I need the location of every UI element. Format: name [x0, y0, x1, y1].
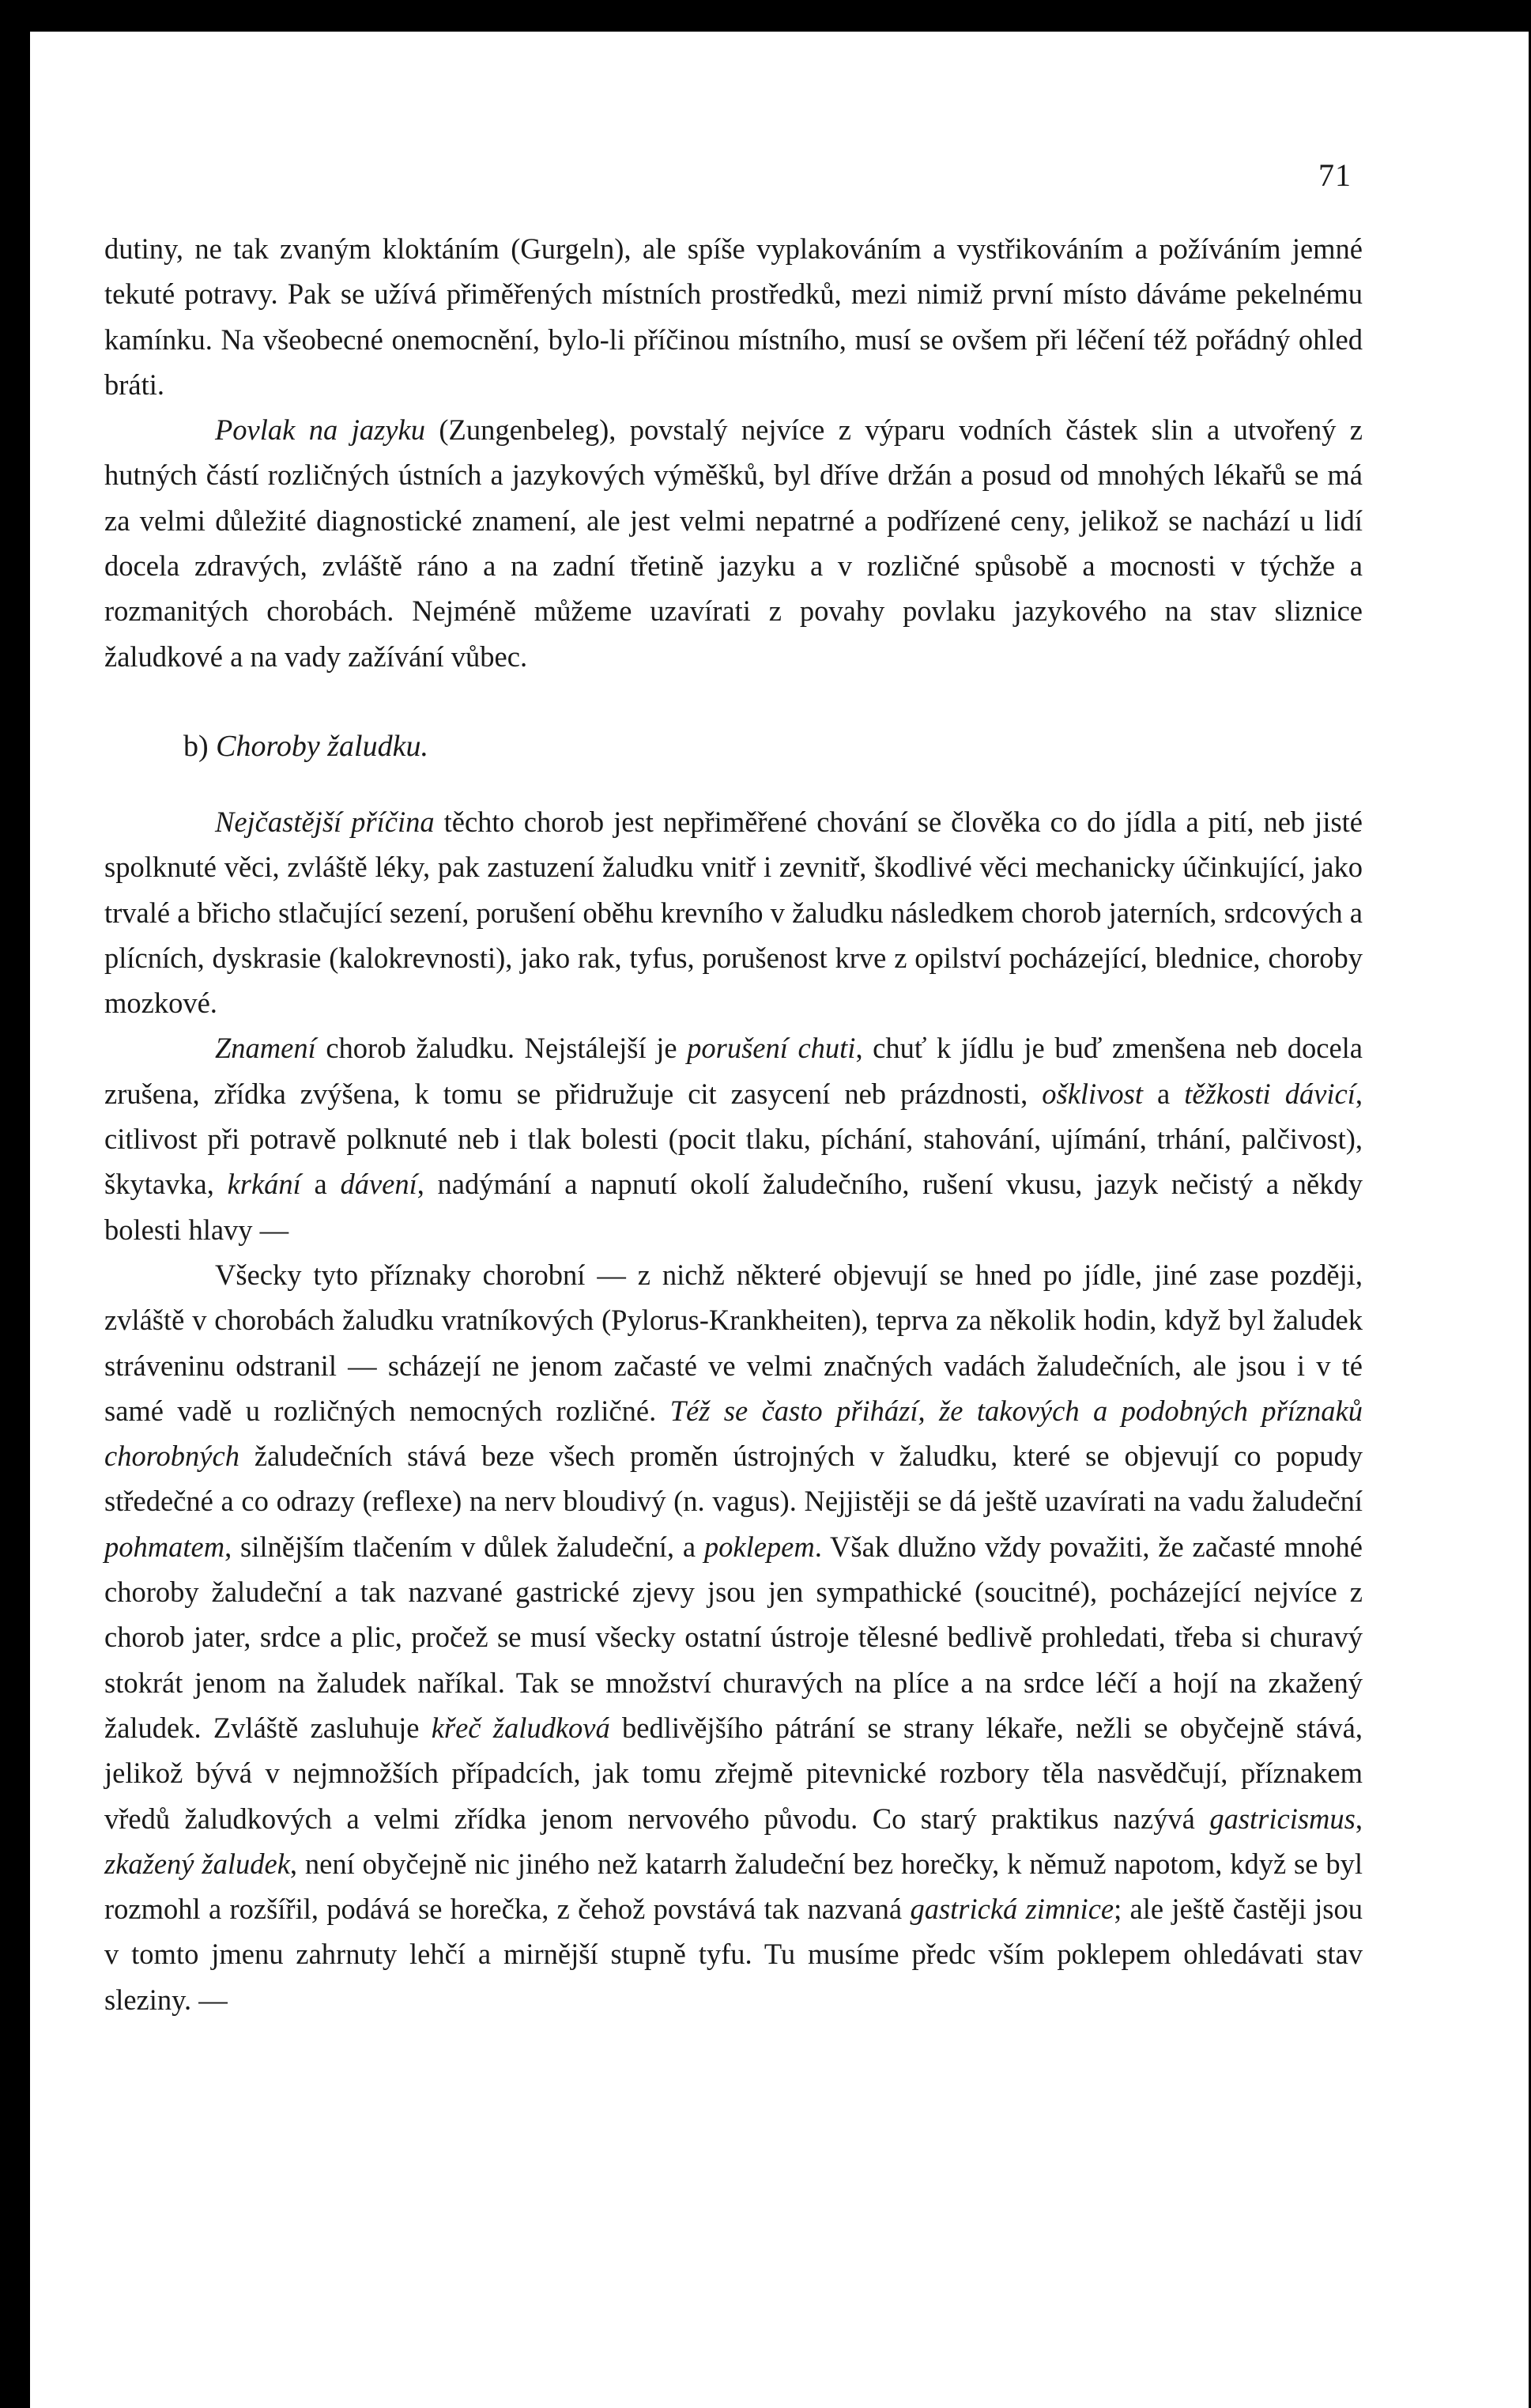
- paragraph-text: , silnějším tlačením v důlek žaludeční, a: [224, 1530, 704, 1563]
- italic-term: Nejčastější příčina: [215, 805, 435, 838]
- page-number: 71: [1318, 157, 1352, 193]
- paragraph-text: a: [300, 1168, 341, 1201]
- italic-term: porušení chuti: [687, 1032, 856, 1065]
- paragraph-symptoms: [104, 1025, 1363, 1251]
- paragraph-text: (Zungenbeleg), povstalý nejvíce z výparu vodních částek slin a utvořený z hutných částí rozličných ústních a jazykových výměšků, byl dříve držán a posud od mnohých lékařů se má za velmi důležité diagnostické znamení, ale jest velmi nepatrné a podřízené ceny, jelikož se nachází u lidí docela zdravých, zvláště ráno a na zadní třetině jazyku a v rozličné spůsobě a mocnosti v týchže a rozmanitých chorobách. Nejméně můžeme uzavírati z povahy povlaku jazykového na stav sliznice žaludkové a na vady zažívání vůbec.: [104, 413, 1363, 673]
- section-heading-prefix: b): [183, 729, 217, 763]
- paragraph-text: chorob žaludku. Nejstálejší je: [315, 1032, 688, 1065]
- paragraph-text: Všecky tyto příznaky chorobní — z nichž některé objevují se hned po jídle, jiné zase později, zvláště v chorobách žaludku vratníkových (Pylorus-Krankheiten), teprva za několik hodin, když byl žaludek stráveninu odstranil — scházejí ne jenom začasté ve velmi značných vadách žaludečních, ale jsou i v té samé vadě u rozličných nemocných rozličné.: [104, 1258, 1363, 1427]
- italic-term: ošklivost: [1042, 1077, 1143, 1110]
- italic-term: dávení: [340, 1168, 417, 1201]
- paragraph-text: ,: [1355, 1802, 1363, 1835]
- italic-term: Povlak na jazyku: [215, 413, 425, 447]
- italic-term: Znamení: [215, 1032, 316, 1065]
- paragraph-text: , chuť k jídlu je buď zmenšena neb docela zrušena, zřídka zvýšena, k tomu se přidružuje cit zasycení neb prázdnosti,: [104, 1032, 1363, 1110]
- paragraph-text: , citlivost při potravě polknuté neb i tlak bolesti (pocit tlaku, píchání, stahování, ujímání, trhání, palčivost), škytavka,: [104, 1077, 1363, 1201]
- paragraph-text: a: [1142, 1077, 1185, 1110]
- italic-term: gastrická zimnice: [910, 1893, 1114, 1926]
- section-heading-title: Choroby žaludku.: [216, 729, 428, 763]
- paragraph-diagnosis: [104, 1252, 1363, 2022]
- paragraph-text: , není obyčejně nic jiného než katarrh žaludeční bez horečky, k němuž napotom, když se byl rozmohl a rozšířil, podává se horečka, z čehož povstává tak nazvaná: [104, 1847, 1363, 1926]
- paragraph-continuation: dutiny, ne tak zvaným kloktáním (Gurgeln), ale spíše vyplakováním a vystřikováním a požíváním jemné tekuté potravy. Pak se užívá přiměřených místních prostředků, mezi nimiž první místo dáváme pekelnému kamínku. Na všeobecné onemocnění, bylo-li příčinou místního, musí se ovšem při léčení též pořádný ohled bráti.: [104, 232, 1363, 401]
- paragraph-causes: [104, 799, 1363, 1025]
- paragraph-text: těchto chorob jest nepřiměřené chování se člověka co do jídla a pití, neb jisté spolknuté věci, zvláště léky, pak zastuzení žaludku vnitř i zevnitř, škodlivé věci mechanicky účinkující, jako trvalé a břicho stlačující sezení, porušení oběhu krevního v žaludku následkem chorob jaterních, srdcových a plícních, dyskrasie (kalokrevnosti), jako rak, tyfus, porušenost krve z opilství pocházející, blednice, choroby mozkové.: [104, 805, 1363, 1020]
- italic-term: poklepem: [703, 1530, 815, 1563]
- italic-term: těžkosti dávicí: [1184, 1077, 1356, 1110]
- section-heading: [104, 727, 1363, 766]
- paragraph-text: . Však dlužno vždy považiti, že začasté mnohé choroby žaludeční a tak nazvané gastrické zjevy jsou jen sympathické (soucitné), pocházející nejvíce z chorob jater, srdce a plic, pročež se musí všecky ostatní ústroje tělesné bedlivě prohledati, třeba si churavý stokrát jenom na žaludek naříkal. Tak se množství churavých na plíce a na srdce léčí a hojí na zkažený žaludek. Zvláště zasluhuje: [104, 1530, 1363, 1744]
- paragraph-text: bedlivějšího pátrání se strany lékaře, nežli se obyčejně stává, jelikož bývá v nejmnožších případcích, jak tomu zřejmě pitevnické rozbory těla nasvědčují, příznakem vředů žaludkových a velmi zřídka jenom nervového původu. Co starý praktikus nazývá: [104, 1711, 1363, 1835]
- paragraph-text: ; ale ještě častěji jsou v tomto jmenu zahrnuty lehčí a mirnější stupně tyfu. Tu musíme předc vším poklepem ohledávati stav sleziny. —: [104, 1893, 1363, 2016]
- italic-term: gastricismus: [1209, 1802, 1356, 1835]
- body-text: [104, 226, 1363, 2022]
- italic-term: křeč žaludková: [431, 1711, 610, 1744]
- paragraph-text: , nadýmání a napnutí okolí žaludečního, rušení vkusu, jazyk nečistý a někdy bolesti hlavy —: [104, 1168, 1363, 1246]
- italic-term: pohmatem: [104, 1530, 225, 1563]
- book-page: [30, 32, 1529, 2408]
- italic-term: Též se často přihází, že takových a podobných příznaků chorobných: [104, 1394, 1363, 1473]
- paragraph-tongue-coating: [104, 407, 1363, 679]
- italic-term: zkažený žaludek: [104, 1847, 290, 1880]
- paragraph-text: žaludečních stává beze všech proměn ústrojných v žaludku, které se objevují co popudy středečné a co odrazy (reflexe) na nerv bloudivý (n. vagus). Nejjistěji se dá ještě uzavírati na vadu žaludeční: [104, 1440, 1363, 1518]
- italic-term: krkání: [227, 1168, 301, 1201]
